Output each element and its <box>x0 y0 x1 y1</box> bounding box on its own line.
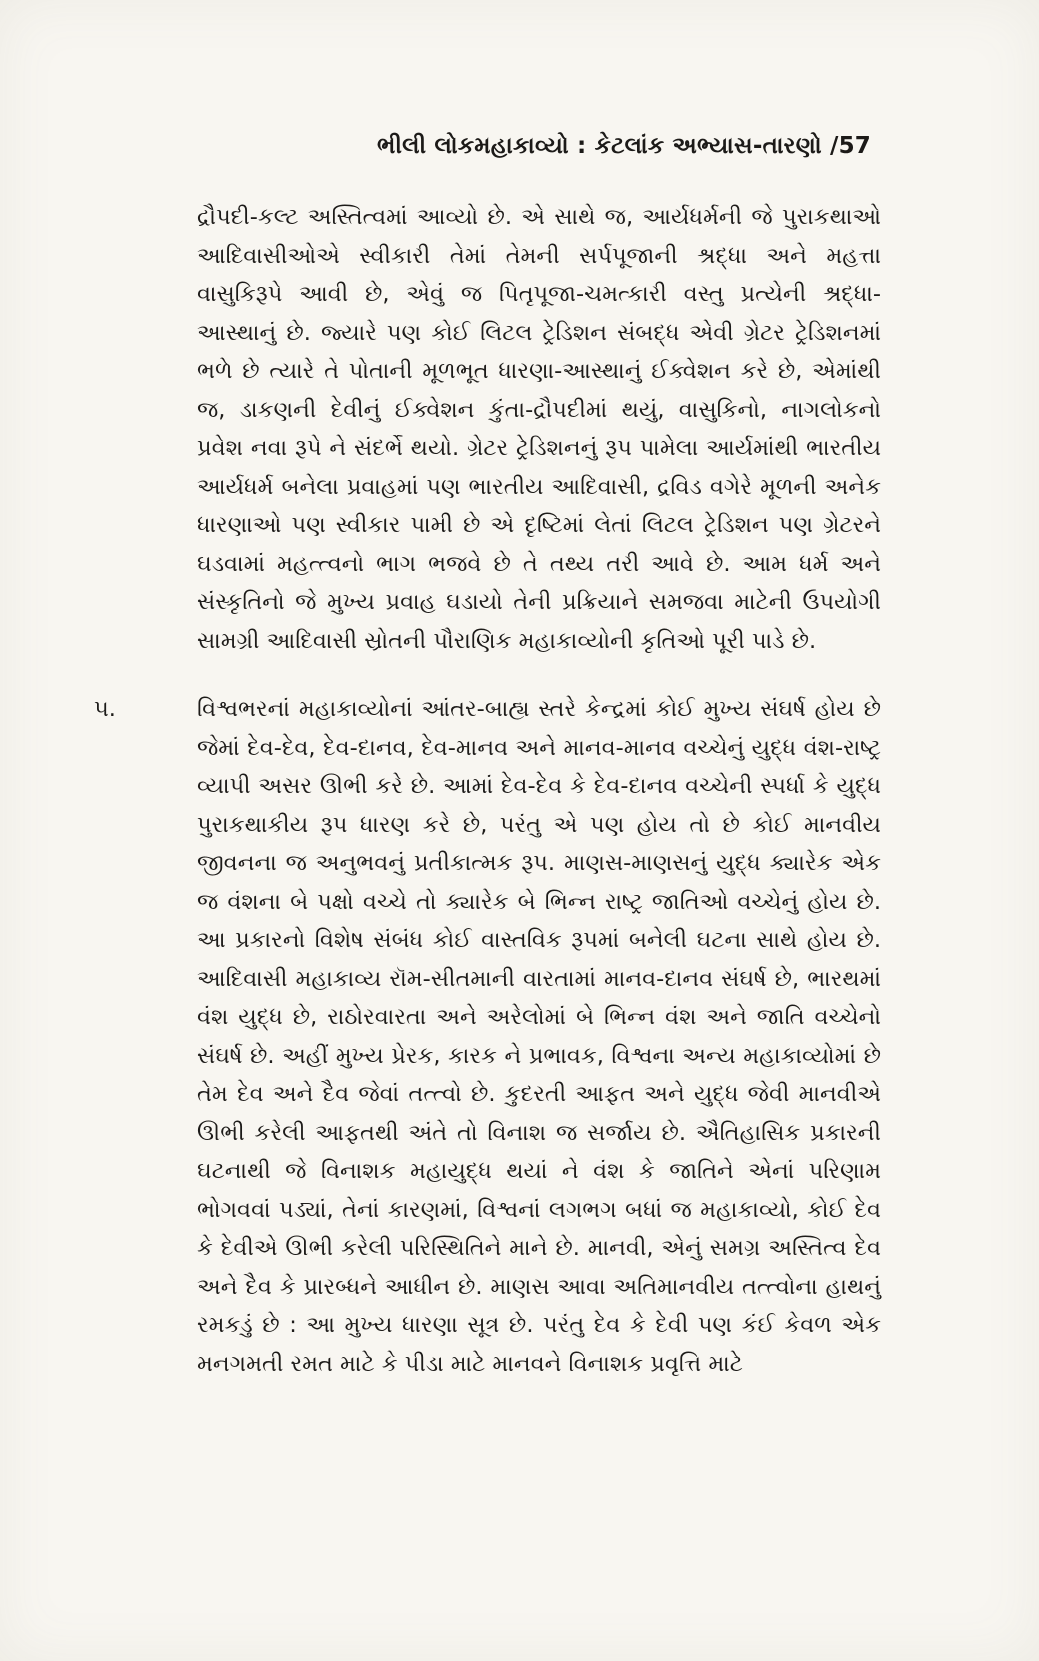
item-number: ૫. <box>94 696 116 722</box>
running-header: ભીલી લોકમહાકાવ્યો : કેટલાંક અભ્યાસ-તારણો /57 <box>376 133 871 159</box>
body-text <box>94 198 881 1383</box>
continued-paragraph: દ્રૌપદી-કલ્ટ અસ્તિત્વમાં આવ્યો છે. એ સાથે જ, આર્યધર્મની જે પુરાકથાઓ આદિવાસીઓએ સ્વીકારી તેમાં તેમની સર્પપૂજાની શ્રદ્ધા અને મહત્તા વાસુકિરૂપે આવી છે, એવું જ પિતૃપૂજા-ચમત્કારી વસ્તુ પ્રત્યેની શ્રદ્ધા-આસ્થાનું છે. જ્યારે પણ કોઈ લિટલ ટ્રેડિશન સંબદ્ધ એવી ગ્રેટર ટ્રેડિશનમાં ભળે છે ત્યારે તે પોતાની મૂળભૂત ધારણા-આસ્થાનું ઈક્વેશન કરે છે, એમાંથી જ, ડાકણની દેવીનું ઈક્વેશન કુંતા-દ્રૌપદીમાં થયું, વાસુકિનો, નાગલોકનો પ્રવેશ નવા રૂપે ને સંદર્ભે થયો. ગ્રેટર ટ્રેડિશનનું રૂપ પામેલા આર્યમાંથી ભારતીય આર્યધર્મ બનેલા પ્રવાહમાં પણ ભારતીય આદિવાસી, દ્રવિડ વગેરે મૂળની અનેક ધારણાઓ પણ સ્વીકાર પામી છે એ દૃષ્ટિમાં લેતાં લિટલ ટ્રેડિશન પણ ગ્રેટરને ઘડવામાં મહત્ત્વનો ભાગ ભજવે છે તે તથ્ય તરી આવે છે. આમ ધર્મ અને સંસ્કૃતિનો જે મુખ્ય પ્રવાહ ઘડાયો તેની પ્રક્રિયાને સમજવા માટેની ઉપયોગી સામગ્રી આદિવાસી સ્રોતની પૌરાણિક મહાકાવ્યોની કૃતિઓ પૂરી પાડે છે. <box>197 204 881 654</box>
numbered-item <box>94 690 881 1383</box>
item-paragraph: વિશ્વભરનાં મહાકાવ્યોનાં આંતર-બાહ્ય સ્તરે કેન્દ્રમાં કોઈ મુખ્ય સંઘર્ષ હોય છે જેમાં દેવ-દેવ, દેવ-દાનવ, દેવ-માનવ અને માનવ-માનવ વચ્ચેનું યુદ્ધ વંશ-રાષ્ટ્ર વ્યાપી અસર ઊભી કરે છે. આમાં દેવ-દેવ કે દેવ-દાનવ વચ્ચેની સ્પર્ધા કે યુદ્ધ પુરાકથાકીય રૂપ ધારણ કરે છે, પરંતુ એ પણ હોય તો છે કોઈ માનવીય જીવનના જ અનુભવનું પ્રતીકાત્મક રૂપ. માણસ-માણસનું યુદ્ધ ક્યારેક એક જ વંશના બે પક્ષો વચ્ચે તો ક્યારેક બે ભિન્ન રાષ્ટ્ર જાતિઓ વચ્ચેનું હોય છે. આ પ્રકારનો વિશેષ સંબંધ કોઈ વાસ્તવિક રૂપમાં બનેલી ઘટના સાથે હોય છે. આદિવાસી મહાકાવ્ય રૉમ-સીતમાની વારતામાં માનવ-દાનવ સંઘર્ષ છે, ભારથમાં વંશ યુદ્ધ છે, રાઠોરવારતા અને અરેલોમાં બે ભિન્ન વંશ અને જાતિ વચ્ચેનો સંઘર્ષ છે. અહીં મુખ્ય પ્રેરક, કારક ને પ્રભાવક, વિશ્વના અન્ય મહાકાવ્યોમાં છે તેમ દેવ અને દૈવ જેવાં તત્ત્વો છે. કુદરતી આફત અને યુદ્ધ જેવી માનવીએ ઊભી કરેલી આફતથી અંતે તો વિનાશ જ સર્જાય છે. ઐતિહાસિક પ્રકારની ઘટનાથી જે વિનાશક મહાયુદ્ધ થયાં ને વંશ કે જાતિને એનાં પરિણામ ભોગવવાં પડ્યાં, તેનાં કારણમાં, વિશ્વનાં લગભગ બધાં જ મહાકાવ્યો, કોઈ દેવ કે દેવીએ ઊભી કરેલી પરિસ્થિતિને માને છે. માનવી, એનું સમગ્ર અસ્તિત્વ દેવ અને દૈવ કે પ્રારબ્ધને આધીન છે. માણસ આવા અતિમાનવીય તત્ત્વોના હાથનું રમકડું છે : આ મુખ્ય ધારણા સૂત્ર છે. પરંતુ દેવ કે દેવી પણ કંઈ કેવળ એક મનગમતી રમત માટે કે પીડા માટે માનવને વિનાશક પ્રવૃત્તિ માટે <box>197 696 881 1377</box>
